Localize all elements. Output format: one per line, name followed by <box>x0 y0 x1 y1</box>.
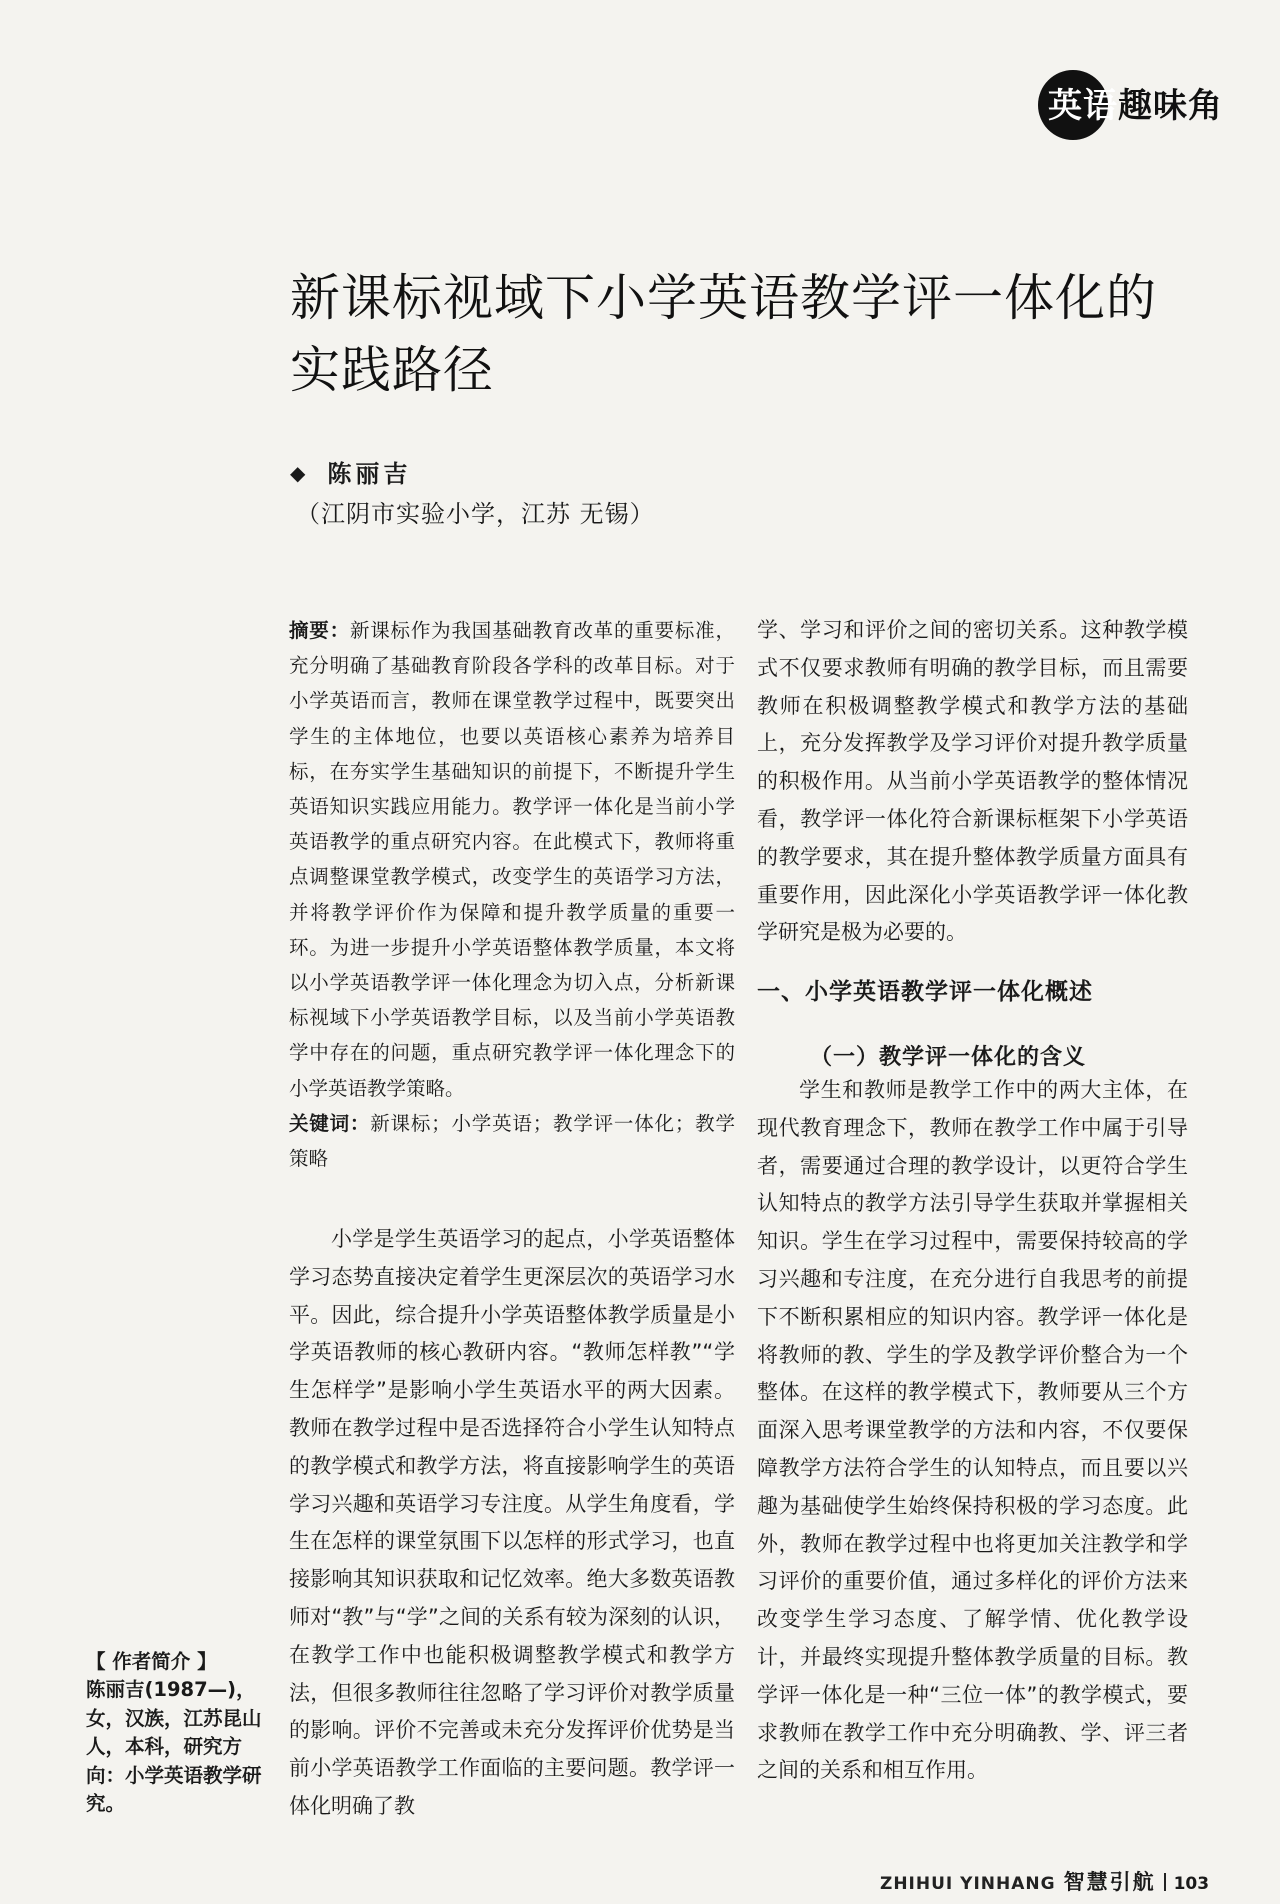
page-footer <box>880 1866 1209 1896</box>
author-bio <box>86 1648 264 1818</box>
intro-continuation: 学、学习和评价之间的密切关系。这种教学模式不仅要求教师有明确的教学目标，而且需要教师在积极调整教学模式和教学方法的基础上，充分发挥教学及学习评价对提升教学质量的积极作用。从当前小学英语教学的整体情况看，教学评一体化符合新课标框架下小学英语的教学要求，其在提升整体教学质量方面具有重要作用，因此深化小学英语教学评一体化教学研究是极为必要的。 <box>757 618 1188 945</box>
author-affiliation: （江阴市实验小学，江苏 无锡） <box>296 500 655 528</box>
journal-name-cn: 智慧引航 <box>1063 1870 1156 1894</box>
journal-name-en: ZHIHUI YINHANG <box>880 1874 1056 1894</box>
subsection-paragraph: 学生和教师是教学工作中的两大主体，在现代教育理念下，教师在教学工作中属于引导者，需要通过合理的教学设计，以更符合学生认知特点的教学方法引导学生获取并掌握相关知识。学生在学习过程中，需要保持较高的学习兴趣和专注度，在充分进行自我思考的前提下不断积累相应的知识内容。教学评一体化是将教师的教、学生的学及教学评价整合为一个整体。在这样的教学模式下，教师要从三个方面深入思考课堂教学的方法和内容，不仅要保障教学方法符合学生的认知特点，而且要以兴趣为基础使学生始终保持积极的学习态度。此外，教师在教学过程中也将更加关注教学和学习评价的重要价值，通过多样化的评价方法来改变学生学习态度、了解学情、优化教学设计，并最终实现提升整体教学质量的目标。教学评一体化是一种“三位一体”的教学模式，要求教师在教学工作中充分明确教、学、评三者之间的关系和相互作用。 <box>757 1078 1188 1783</box>
keywords-text: 新课标；小学英语；教学评一体化；教学策略 <box>289 1111 735 1171</box>
column-badge-label <box>1048 88 1280 124</box>
subsection-heading: （一）教学评一体化的含义 <box>810 1045 1087 1070</box>
abstract-text: 新课标作为我国基础教育改革的重要标准，充分明确了基础教育阶段各学科的改革目标。对于小学英语而言，教师在课堂教学过程中，既要突出学生的主体地位，也要以英语核心素养为培养目标，在夯实学生基础知识的前提下，不断提升学生英语知识实践应用能力。教学评一体化是当前小学英语教学的重点研究内容。在此模式下，教师将重点调整课堂教学模式，改变学生的英语学习方法，并将教学评价作为保障和提升教学质量的重要一环。为进一步提升小学英语整体教学质量，本文将以小学英语教学评一体化理念为切入点，分析新课标视域下小学英语教学目标，以及当前小学英语教学中存在的问题，重点研究教学评一体化理念下的小学英语教学策略。 <box>289 619 735 1100</box>
author-line <box>290 454 411 489</box>
diamond-icon: ◆ <box>290 461 310 485</box>
page-number: 103 <box>1173 1874 1210 1894</box>
author-bio-text: 陈丽吉(1987—)，女，汉族，江苏昆山人，本科，研究方向：小学英语教学研究。 <box>86 1678 262 1816</box>
abstract <box>289 613 735 1176</box>
author-name: 陈丽吉 <box>327 460 412 488</box>
footer-divider <box>1164 1873 1166 1891</box>
keywords-label: 关键词： <box>289 1111 371 1135</box>
badge-black-text: 趣味角 <box>1118 86 1223 126</box>
author-bio-label: 【 作者简介 】 <box>86 1650 217 1673</box>
article-title-line1: 新课标视域下小学英语教学评一体化的 <box>290 269 1157 327</box>
section-heading: 一、小学英语教学评一体化概述 <box>757 979 1093 1005</box>
badge-white-text: 英语 <box>1048 86 1118 126</box>
intro-paragraph: 小学是学生英语学习的起点，小学英语整体学习态势直接决定着学生更深层次的英语学习水平。因此，综合提升小学英语整体教学质量是小学英语教师的核心教研内容。“教师怎样教”“学生怎样学”是影响小学生英语水平的两大因素。教师在教学过程中是否选择符合小学生认知特点的教学模式和教学方法，将直接影响学生的英语学习兴趣和英语学习专注度。从学生角度看，学生在怎样的课堂氛围下以怎样的形式学习，也直接影响其知识获取和记忆效率。绝大多数英语教师对“教”与“学”之间的关系有较为深刻的认识，在教学工作中也能积极调整教学模式和教学方法，但很多教师往往忽略了学习评价对教学质量的影响。评价不完善或未充分发挥评价优势是当前小学英语教学工作面临的主要问题。教学评一体化明确了教 <box>289 1227 735 1818</box>
abstract-label: 摘要： <box>289 619 350 642</box>
article-title-line2: 实践路径 <box>290 341 494 399</box>
